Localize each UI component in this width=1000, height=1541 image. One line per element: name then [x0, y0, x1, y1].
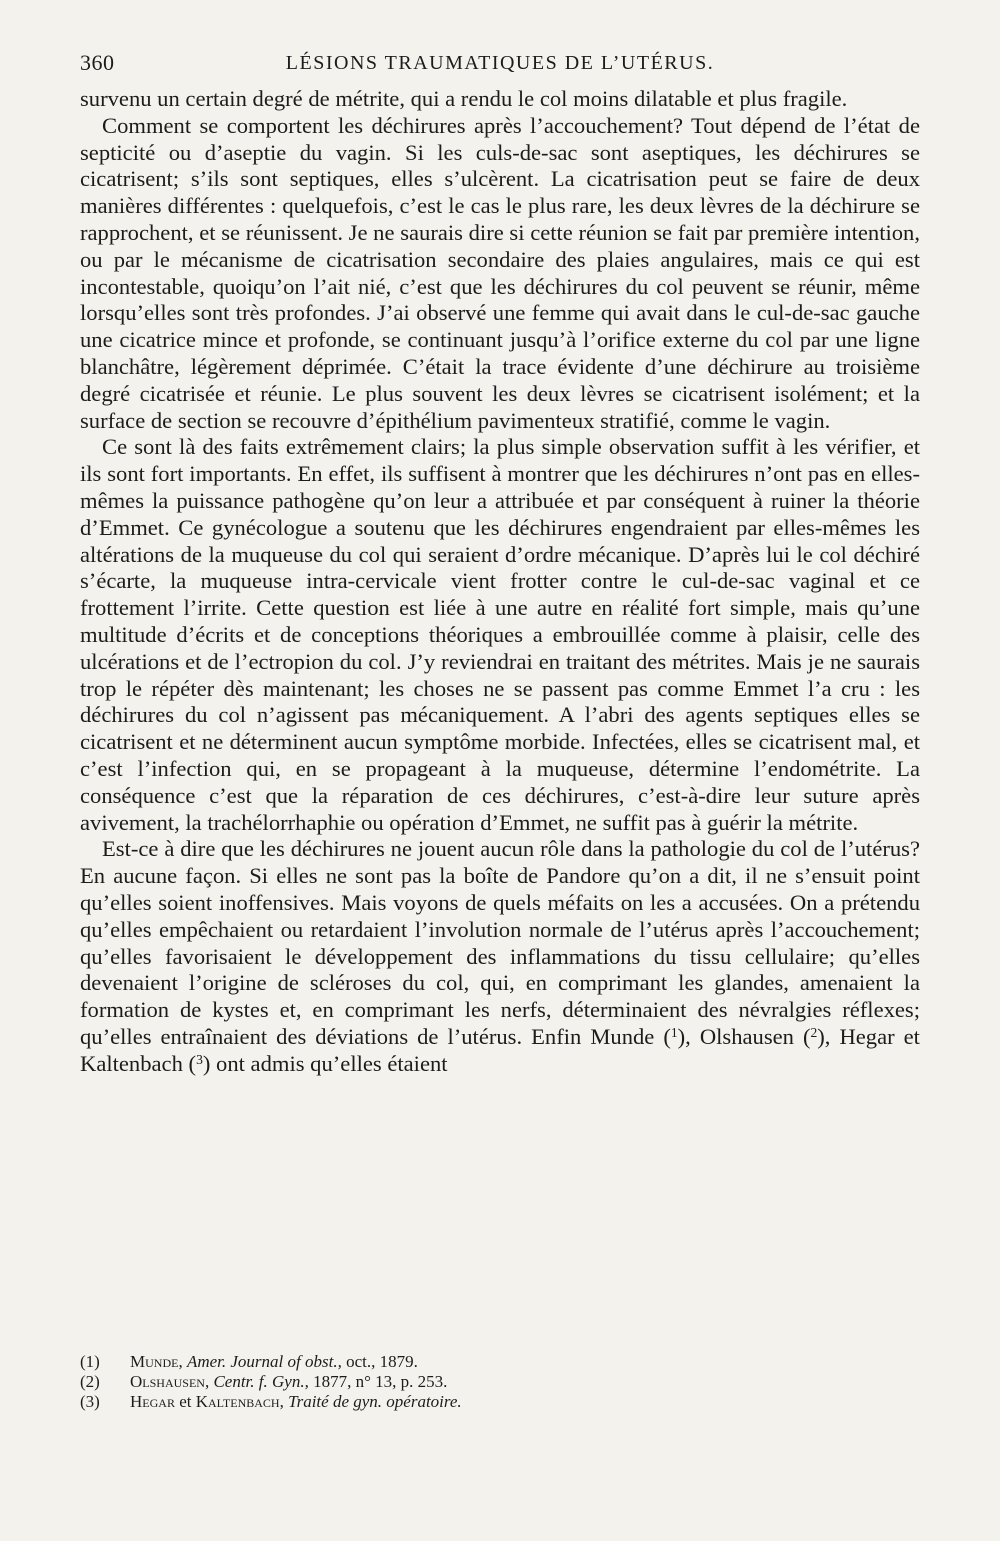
footnote-marker: (2): [80, 1372, 100, 1391]
page-number: 360: [80, 50, 115, 75]
footnote-reference[interactable]: 2: [810, 1025, 818, 1041]
paragraph: Est-ce à dire que les déchirures ne jouent aucun rôle dans la pathologie du col de l’utérus? En aucune façon. Si elles ne sont pas la boîte de Pandore qu’on a dit, il ne s’ensuit point qu’elles soient inoffensives. Mais voyons de quels méfaits on les a accusées. On a prétendu qu’elles empêchaient ou retardaient l’involution normale de l’utérus après l’accouchement; qu’elles favorisaient le développement des inflammations du tissu cellulaire; qu’elles devenaient l’origine de scléroses du col, qui, en comprimant les glandes, amenaient la formation de kystes et, en comprimant les nerfs, déterminaient des névralgies réflexes; qu’elles entraînaient des déviations de l’utérus. Enfin Munde ($^1$), Olshausen ($^2$), Hegar et Kaltenbach ($^3$) ont admis qu’elles étaient: [80, 836, 920, 1076]
footnote-author: Kaltenbach,: [195, 1392, 284, 1411]
paragraph: Comment se comportent les déchirures après l’accouchement? Tout dépend de l’état de septicité ou d’aseptie du vagin. Si les culs-de-sac sont aseptiques, les déchirures se cicatrisent; s’ils sont septiques, elles s’ulcèrent. La cicatrisation peut se faire de deux manières différentes : quelquefois, c’est le cas le plus rare, les deux lèvres de la déchirure se rapprochent, et se réunissent. Je ne saurais dire si cette réunion se fait par première intention, ou par le mécanisme de cicatrisation secondaire des plaies angulaires, mais ce qui est incontestable, quoiqu’on l’ait nié, c’est que les déchirures du col peuvent se réunir, même lorsqu’elles sont très profondes. J’ai observé une femme qui avait dans le cul-de-sac gauche une cicatrice mince et profonde, se continuant jusqu’à l’orifice externe du col par une ligne blanchâtre, légèrement déprimée. C’était la trace évidente d’une déchirure au troisième degré cicatrisée et réunie. Le plus souvent les deux lèvres se cicatrisent isolément; et la surface de section se recouvre d’épithélium pavimenteux stratifié, comme le vagin.: [80, 112, 920, 433]
footnote-author: Hegar: [130, 1392, 175, 1411]
body-text: [80, 86, 920, 1077]
footnote-joiner: et: [179, 1392, 192, 1411]
author-name: Olshausen: [699, 1023, 794, 1049]
footnote-title: Centr. f. Gyn.,: [213, 1372, 309, 1391]
footnote-marker: (1): [80, 1352, 100, 1371]
footnote-title: Amer. Journal of obst.,: [186, 1352, 342, 1371]
footnote-reference[interactable]: 1: [670, 1025, 678, 1041]
author-name: Hegar et Kaltenbach: [80, 1023, 920, 1076]
footnote-author: Munde,: [130, 1352, 183, 1371]
author-name: Munde: [590, 1023, 655, 1049]
footnote-title: Traité de gyn. opératoire.: [288, 1392, 462, 1411]
footnote-marker: (3): [80, 1392, 100, 1411]
footnotes: [80, 1352, 920, 1412]
footnote: [80, 1392, 920, 1412]
paragraph-text: Est-ce à dire que les déchirures ne jouent aucun rôle dans la pathologie du col de l’utérus? En aucune façon. Si elles ne sont pas la boîte de Pandore qu’on a dit, il ne s’ensuit point qu’elles soient inoffensives. Mais voyons de quels méfaits on les a accusées. On a prétendu qu’elles empêchaient ou retardaient l’involution normale de l’utérus après l’accouchement; qu’elles favorisaient le développement des inflammations du tissu cellulaire; qu’elles devenaient l’origine de scléroses du col, qui, en comprimant les glandes, amenaient la formation de kystes et, en comprimant les nerfs, déterminaient des névralgies réflexes; qu’elles entraînaient des déviations de l’utérus. Enfin: [80, 836, 920, 1049]
paragraph-continuation: survenu un certain degré de métrite, qui a rendu le col moins dilatable et plus fragile.: [80, 86, 848, 111]
running-head: LÉSIONS TRAUMATIQUES DE L’UTÉRUS.: [285, 52, 715, 74]
footnote-reference[interactable]: 3: [196, 1051, 203, 1067]
paragraph: Ce sont là des faits extrêmement clairs; la plus simple observation suffit à les vérifier, et ils sont fort importants. En effet, ils suffisent à montrer que les déchirures n’ont pas en elles-mêmes la puissance pathogène qu’on leur a attribuée et par conséquent à ruiner la théorie d’Emmet. Ce gynécologue a soutenu que les déchirures engendraient par elles-mêmes les altérations de la muqueuse du col qui seraient d’ordre mécanique. D’après lui le col déchiré s’écarte, la muqueuse intra-cervicale vient frotter contre le cul-de-sac vaginal et ce frottement l’irrite. Cette question est liée à une autre en réalité fort simple, mais qu’une multitude d’écrits et de conceptions théoriques a embrouillée comme à plaisir, celle des ulcérations et de l’ectropion du col. J’y reviendrai en traitant des métrites. Mais je ne saurais trop le répéter dès maintenant; les choses ne se passent pas comme Emmet l’a cru : les déchirures du col n’agissent pas mécaniquement. A l’abri des agents septiques elles se cicatrisent et ne déterminent aucun symptôme morbide. Infectées, elles se cicatrisent mal, et c’est l’infection qui, en se propageant à la muqueuse, détermine l’endométrite. La conséquence c’est que la réparation de ces déchirures, c’est-à-dire leur suture après avivement, la trachélorrhaphie ou opération d’Emmet, ne suffit pas à guérir la métrite.: [80, 434, 920, 835]
paragraph-end: ont admis qu’elles étaient: [216, 1050, 448, 1076]
page-header: [80, 50, 920, 90]
footnote: [80, 1372, 920, 1392]
footnote: [80, 1352, 920, 1372]
footnote-details: oct., 1879.: [346, 1352, 418, 1371]
footnote-author: Olshausen,: [130, 1372, 210, 1391]
footnote-details: 1877, n° 13, p. 253.: [313, 1372, 448, 1391]
